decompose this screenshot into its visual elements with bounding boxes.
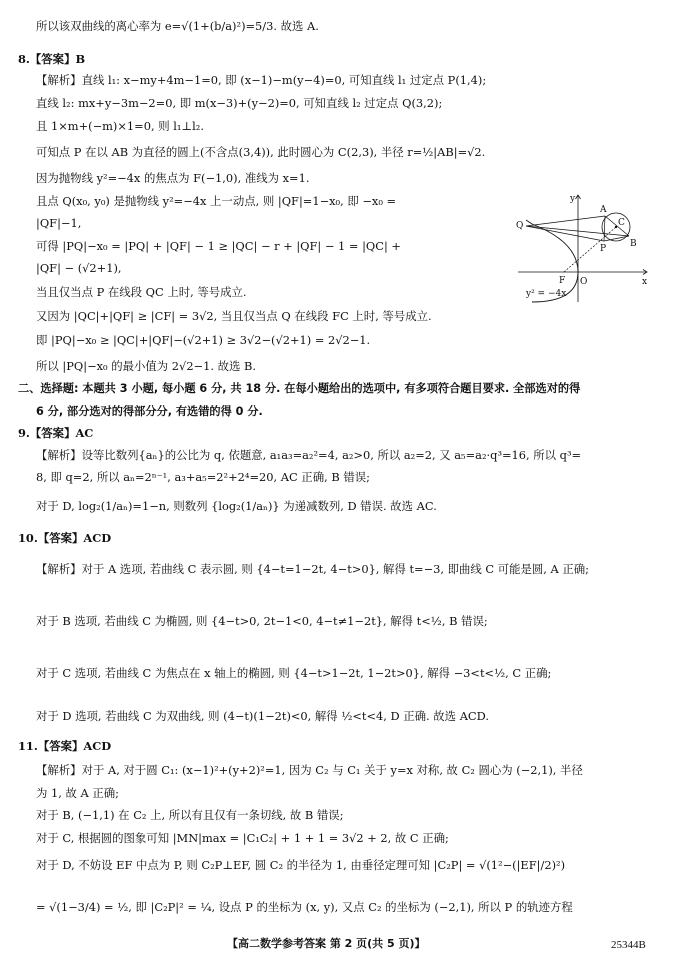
label-O: O [580, 277, 588, 287]
text-line: 对于 B, (−1,1) 在 C₂ 上, 所以有且仅有一条切线, 故 B 错误; [36, 808, 344, 822]
answer-heading: 11.【答案】ACD [18, 739, 112, 753]
answer-heading: 10.【答案】ACD [18, 531, 112, 545]
section-heading: 6 分, 部分选对的得部分分, 有选错的得 0 分. [36, 405, 263, 418]
footer-title: 【高二数学参考答案 第 2 页(共 5 页)】 [227, 937, 426, 950]
text-line: 对于 C, 根据圆的图象可知 |MN|max = |C₁C₂| + 1 + 1 = 3√2 + 2, 故 C 正确; [36, 831, 449, 845]
text-line: = √(1−3/4) = ½, 即 |C₂P|² = ¼, 设点 P 的坐标为 (x, y), 又点 C₂ 的坐标为 (−2,1), 所以 P 的轨迹方程 [36, 900, 573, 914]
text-line: 当且仅当点 P 在线段 QC 上时, 等号成立. [36, 285, 247, 299]
text-line: |QF|−1, [36, 216, 82, 230]
answer-heading: 8.【答案】B [18, 52, 86, 66]
text-line: 对于 C 选项, 若曲线 C 为焦点在 x 轴上的椭圆, 则 {4−t>1−2t, 1−2t>0}, 解得 −3<t<½, C 正确; [36, 666, 552, 680]
text-line: 为 1, 故 A 正确; [36, 786, 119, 800]
text-line: 因为抛物线 y²=−4x 的焦点为 F(−1,0), 准线为 x=1. [36, 171, 310, 185]
text-line: 8, 即 q=2, 所以 aₙ=2ⁿ⁻¹, a₃+a₅=2²+2⁴=20, AC 正确, B 错误; [36, 470, 370, 484]
text-line: 可得 |PQ|−x₀ = |PQ| + |QF| − 1 ≥ |QC| − r + |QF| − 1 = |QC| + [36, 239, 401, 253]
segment-AB [605, 216, 629, 236]
label-F: F [559, 276, 566, 286]
label-x: x [642, 277, 648, 287]
text-line: 直线 l₂: mx+y−3m−2=0, 即 m(x−3)+(y−2)=0, 可知直线 l₂ 过定点 Q(3,2); [36, 96, 443, 110]
geometry-figure [512, 190, 654, 306]
text-line: 对于 B 选项, 若曲线 C 为椭圆, 则 {4−t>0, 2t−1<0, 4−t≠1−2t}, 解得 t<½, B 错误; [36, 614, 488, 628]
text-line: 所以 |PQ|−x₀ 的最小值为 2√2−1. 故选 B. [36, 359, 256, 373]
answer-heading: 9.【答案】AC [18, 426, 94, 440]
segment-QP [526, 226, 604, 241]
segment-QA [526, 216, 605, 226]
footer-code: 25344B [611, 939, 646, 951]
text-line: 又因为 |QC|+|QF| ≥ |CF| = 3√2, 当且仅当点 Q 在线段 FC 上时, 等号成立. [36, 309, 432, 323]
section-heading: 二、选择题: 本题共 3 小题, 每小题 6 分, 共 18 分. 在每小题给出的选项中, 有多项符合题目要求. 全部选对的得 [18, 382, 581, 395]
text-line: 可知点 P 在以 AB 为直径的圆上(不含点(3,4)), 此时圆心为 C(2,3), 半径 r=½|AB|=√2. [36, 145, 486, 159]
point-C [615, 226, 617, 228]
text-line: |QF| − (√2+1), [36, 261, 122, 275]
label-A: A [600, 205, 607, 215]
label-C: C [618, 218, 625, 228]
text-line: 即 |PQ|−x₀ ≥ |QC|+|QF|−(√2+1) ≥ 3√2−(√2+1) = 2√2−1. [36, 333, 371, 347]
label-parabola: y² = −4x [526, 289, 567, 299]
text-line: 【解析】直线 l₁: x−my+4m−1=0, 即 (x−1)−m(y−4)=0, 可知直线 l₁ 过定点 P(1,4); [36, 73, 487, 87]
text-line: 【解析】设等比数列{aₙ}的公比为 q, 依题意, a₁a₃=a₂²=4, a₂>0, 所以 a₂=2, 又 a₅=a₂·q³=16, 所以 q³= [36, 448, 582, 462]
text-line: 【解析】对于 A 选项, 若曲线 C 表示圆, 则 {4−t=1−2t, 4−t>0}, 解得 t=−3, 即曲线 C 可能是圆, A 正确; [36, 562, 590, 576]
text-line: 所以该双曲线的离心率为 e=√(1+(b/a)²)=5/3. 故选 A. [36, 19, 319, 33]
label-Q: Q [516, 221, 524, 231]
label-y: y [570, 194, 576, 204]
label-P: P [600, 244, 607, 254]
text-line: 【解析】对于 A, 对于圆 C₁: (x−1)²+(y+2)²=1, 因为 C₂ 与 C₁ 关于 y=x 对称, 故 C₂ 圆心为 (−2,1), 半径 [36, 763, 583, 777]
text-line: 对于 D, 不妨设 EF 中点为 P, 则 C₂P⊥EF, 圆 C₂ 的半径为 1, 由垂径定理可知 |C₂P| = √(1²−(|EF|/2)²) [36, 858, 566, 872]
text-line: 对于 D, log₂(1/aₙ)=1−n, 则数列 {log₂(1/aₙ)} 为递减数列, D 错误. 故选 AC. [36, 499, 437, 513]
segment-QB [526, 226, 629, 236]
label-B: B [630, 239, 637, 249]
text-line: 且点 Q(x₀, y₀) 是抛物线 y²=−4x 上一动点, 则 |QF|=1−x₀, 即 −x₀ = [36, 194, 397, 208]
text-line: 对于 D 选项, 若曲线 C 为双曲线, 则 (4−t)(1−2t)<0, 解得 ½<t<4, D 正确. 故选 ACD. [36, 709, 489, 723]
text-line: 且 1×m+(−m)×1=0, 则 l₁⊥l₂. [36, 119, 204, 133]
